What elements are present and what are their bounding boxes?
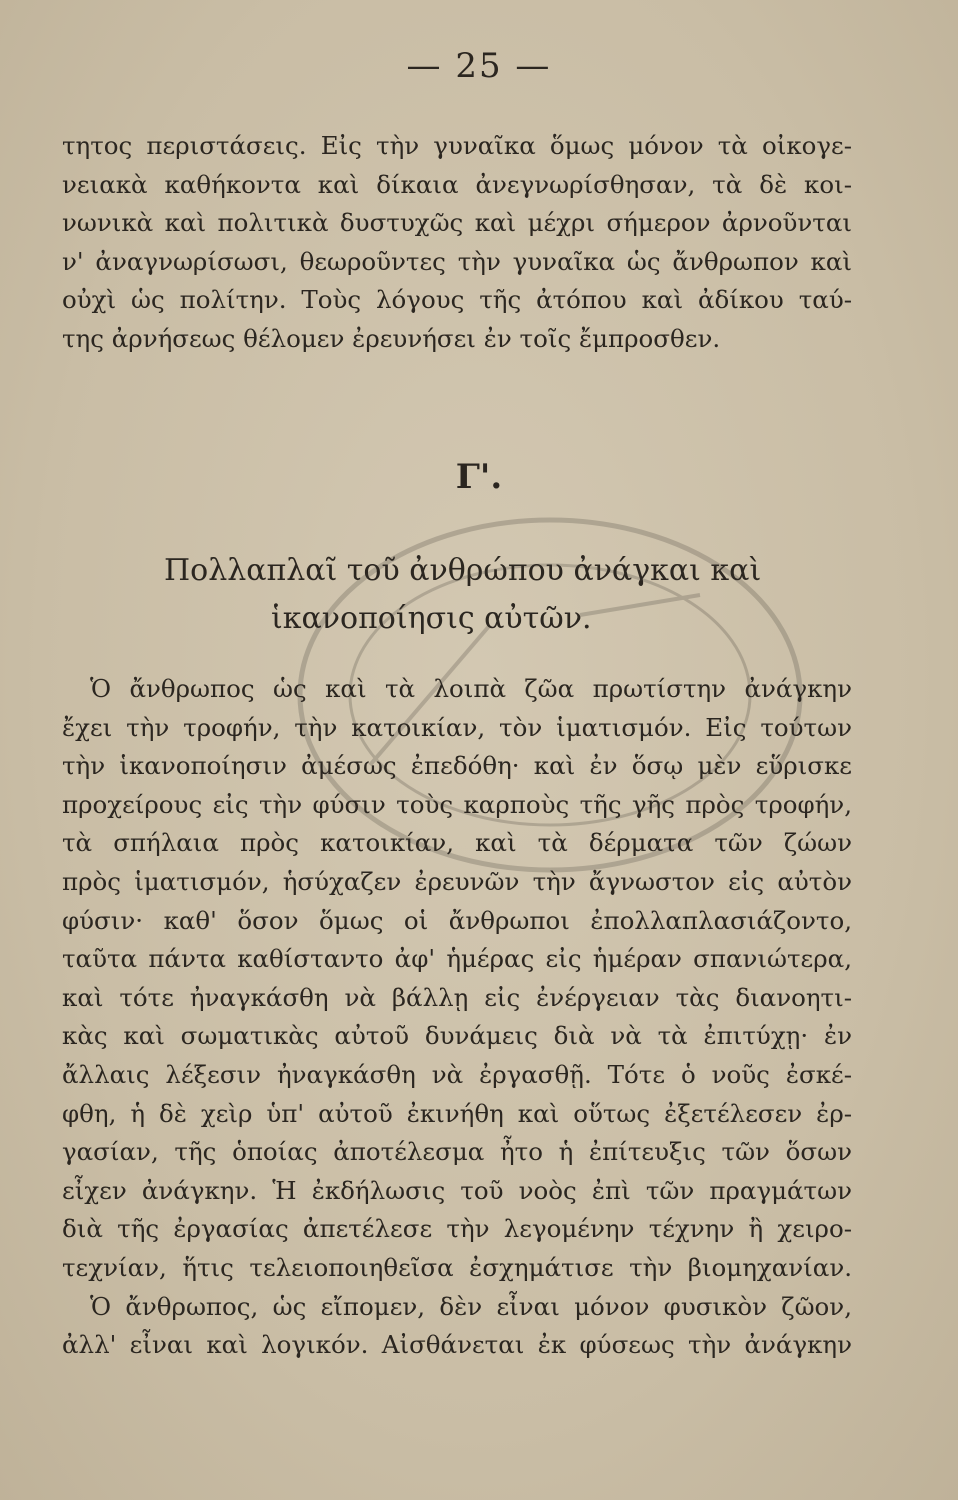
paragraph-1: [62, 127, 852, 359]
heading-line-1: Πολλαπλαῖ τοῦ ἀνθρώπου ἀνάγκαι καὶ: [164, 553, 762, 588]
text-line: ἀλλ' εἶναι καὶ λογικόν. Αἰσθάνεται ἐκ φύσεως τὴν ἀνάγκην: [62, 1330, 852, 1360]
text-line: ἔχει τὴν τροφήν, τὴν κατοικίαν, τὸν ἱματισμόν. Εἰς τούτων: [62, 712, 852, 742]
text-line: νειακὰ καθήκοντα καὶ δίκαια ἀνεγνωρίσθησαν, τὰ δὲ κοι-: [62, 169, 852, 199]
text-line: οὐχὶ ὡς πολίτην. Τοὺς λόγους τῆς ἀτόπου καὶ ἀδίκου ταύ-: [62, 285, 852, 315]
section-mark: Γ'.: [455, 457, 503, 497]
text-line: εἶχεν ἀνάγκην. Ἡ ἐκδήλωσις τοῦ νοὸς ἐπὶ τῶν πραγμάτων: [62, 1175, 852, 1205]
text-line: γασίαν, τῆς ὁποίας ἀποτέλεσμα ἦτο ἡ ἐπίτευξις τῶν ὅσων: [62, 1137, 852, 1167]
text-line: προχείρους εἰς τὴν φύσιν τοὺς καρποὺς τῆς γῆς πρὸς τροφήν,: [62, 789, 852, 819]
text-line: τὴν ἱκανοποίησιν ἀμέσως ἐπεδόθη· καὶ ἐν ὅσῳ μὲν εὕρισκε: [62, 751, 852, 781]
text-line: ταῦτα πάντα καθίσταντο ἀφ' ἡμέρας εἰς ἡμέραν σπανιώτερα,: [62, 944, 852, 974]
page-number: — 25 —: [406, 46, 552, 86]
text-line: Ὁ ἄνθρωπος ὡς καὶ τὰ λοιπὰ ζῶα πρωτίστην ἀνάγκην: [90, 674, 852, 703]
section-heading: [130, 547, 830, 643]
text-line: νωνικὰ καὶ πολιτικὰ δυστυχῶς καὶ μέχρι σήμερον ἀρνοῦνται: [62, 208, 852, 238]
text-line: πρὸς ἱματισμόν, ἡσύχαζεν ἐρευνῶν τὴν ἄγνωστον εἰς αὐτὸν: [62, 866, 852, 896]
text-line: Ὁ ἄνθρωπος, ὡς εἴπομεν, δὲν εἶναι μόνον φυσικὸν ζῶον,: [90, 1291, 852, 1321]
text-line: ἄλλαις λέξεσιν ἠναγκάσθη νὰ ἐργασθῇ. Τότε ὁ νοῦς ἐσκέ-: [62, 1059, 852, 1089]
text-line: φύσιν· καθ' ὅσον ὅμως οἱ ἄνθρωποι ἐπολλαπλασιάζοντο,: [62, 905, 852, 935]
text-line: ν' ἀναγνωρίσωσι, θεωροῦντες τὴν γυναῖκα ὡς ἄνθρωπον καὶ: [62, 246, 852, 276]
text-line: κὰς καὶ σωματικὰς αὐτοῦ δυνάμεις διὰ νὰ τὰ ἐπιτύχῃ· ἐν: [62, 1021, 852, 1051]
paragraph-2: [62, 670, 852, 1365]
heading-line-2: ἱκανοποίησις αὐτῶν.: [271, 601, 592, 636]
text-line: διὰ τῆς ἐργασίας ἀπετέλεσε τὴν λεγομένην τέχνην ἢ χειρο-: [62, 1214, 852, 1244]
text-line: της ἀρνήσεως θέλομεν ἐρευνήσει ἐν τοῖς ἔμπροσθεν.: [62, 323, 721, 353]
text-line: καὶ τότε ἠναγκάσθη νὰ βάλλῃ εἰς ἐνέργειαν τὰς διανοητι-: [62, 982, 852, 1012]
text-line: τεχνίαν, ἥτις τελειοποιηθεῖσα ἐσχημάτισε τὴν βιομηχανίαν.: [62, 1252, 852, 1282]
text-line: τὰ σπήλαια πρὸς κατοικίαν, καὶ τὰ δέρματα τῶν ζώων: [62, 828, 852, 858]
text-line: τητος περιστάσεις. Εἰς τὴν γυναῖκα ὅμως μόνον τὰ οἰκογε-: [62, 131, 852, 160]
text-line: φθη, ἡ δὲ χεὶρ ὑπ' αὐτοῦ ἐκινήθη καὶ οὕτως ἐξετέλεσεν ἐρ-: [62, 1098, 852, 1128]
